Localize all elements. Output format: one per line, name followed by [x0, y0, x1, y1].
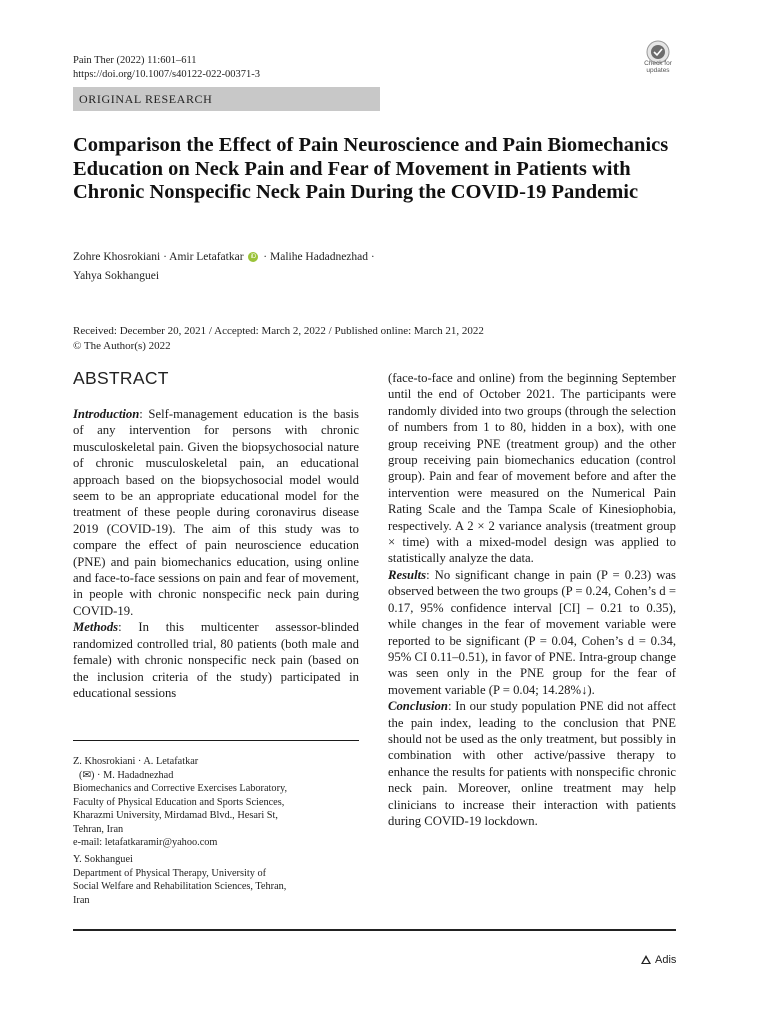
- adis-triangle-icon: [641, 955, 651, 964]
- check-for-updates-label[interactable]: Check for updates: [644, 60, 672, 74]
- methods-continued: (face-to-face and online) from the beginning September until the end of October 2021. The participants were randomly divided into two groups (through the selection of numbers from 1 to 80, hidden in a box), with one group receiving PNE (treatment group) and the other group receiving pain biomechanics education (control group). Pain and fear of movement before and after the intervention were measured on the Numerical Pain Rating Scale and the Tampa Scale of Kinesiophobia, respectively. A 2 × 2 variance analysis (treatment group × time) with a mixed-model design was applied to statistically analyze the data.: [388, 371, 676, 566]
- authors-part-a[interactable]: Zohre Khosrokiani · Amir Letafatkar: [73, 251, 244, 263]
- publication-dates: [73, 324, 633, 354]
- abstract-heading: ABSTRACT: [73, 368, 169, 388]
- results-label: Results: [388, 567, 427, 582]
- authors-part-b[interactable]: · Malihe Hadadnezhad ·: [263, 251, 375, 263]
- methods-label: Methods: [73, 620, 119, 635]
- affiliation-block-1: [73, 755, 359, 850]
- orcid-icon[interactable]: iD: [248, 252, 258, 262]
- introduction-paragraph: [73, 406, 359, 619]
- affil-line: Z. Khosrokiani · A. Letafatkar: [73, 756, 199, 767]
- abstract-column-1: [73, 406, 359, 701]
- conclusion-paragraph: [388, 698, 676, 829]
- author-line-1: [73, 248, 513, 267]
- methods-paragraph: [73, 619, 359, 701]
- section-label: ORIGINAL RESEARCH: [73, 87, 380, 111]
- affil-line: Department of Physical Therapy, University of: [73, 867, 267, 879]
- article-title: Comparison the Effect of Pain Neuroscience and Pain Biomechanics Education on Neck Pain and Fear of Movement in Patients with Chronic Nonspecific Neck Pain During the COVID-19 Pandemic: [73, 134, 669, 203]
- affil-line: Social Welfare and Rehabilitation Sciences, Tehran,: [73, 881, 287, 892]
- affil-line: Tehran, Iran: [73, 823, 124, 835]
- conclusion-label: Conclusion: [388, 699, 448, 714]
- affiliation-block-2: [73, 853, 359, 907]
- footnote-divider: [73, 740, 359, 741]
- affil-line: Biomechanics and Corrective Exercises Laboratory,: [73, 783, 288, 794]
- date-history: Received: December 20, 2021 / Accepted: March 2, 2022 / Published online: March 21, 2022: [73, 325, 484, 337]
- affil-line: Kharazmi University, Mirdamad Blvd., Hesari St,: [73, 810, 278, 821]
- conclusion-text: : In our study population PNE did not affect the pain index, leading to the conclusion that PNE should not be used as the only treatment, but possibly in combination with other active/passive therapy to enhance the results for patients with nonspecific chronic neck pain. Moreover, online treatment may help clinicians to increase their interaction with patients during COVID-19 lockdown.: [388, 699, 676, 828]
- affil-line: (✉) · M. Hadadnezhad: [79, 769, 174, 781]
- doi-link[interactable]: https://doi.org/10.1007/s40122-022-00371-3: [73, 69, 261, 80]
- results-text: : No significant change in pain (P = 0.23) was observed between the two groups (P = 0.24, Cohen’s d = 0.17, 95% confidence interval [CI] – 0.21 to 0.35), while changes in the fear of movement variable were reported to be significant (P = 0.04, Cohen’s d = 0.34, 95% CI 0.11–0.51), in favor of PNE. Intra-group change was seen only in the PNE group for the fear of movement variable (P = 0.04; 14.28%↓).: [388, 567, 676, 697]
- footer-divider: [73, 929, 676, 931]
- publisher-name: Adis: [655, 954, 677, 966]
- affil-line: Y. Sokhanguei: [73, 854, 133, 865]
- abstract-column-2: [388, 370, 676, 829]
- methods-text: : In this multicenter assessor-blinded randomized controlled trial, 80 patients (both male and female) with chronic nonspecific neck pain (based on the inclusion criteria of the study) participated in educational sessions: [73, 620, 359, 700]
- copyright: © The Author(s) 2022: [73, 340, 171, 352]
- introduction-label: Introduction: [73, 407, 140, 421]
- affil-email[interactable]: e-mail: letafatkaramir@yahoo.com: [73, 837, 218, 848]
- author-line-2[interactable]: Yahya Sokhanguei: [73, 270, 160, 282]
- affil-line: Faculty of Physical Education and Sports Sciences,: [73, 796, 285, 808]
- affil-line: Iran: [73, 894, 90, 906]
- results-paragraph: [388, 567, 676, 698]
- journal-header: [73, 54, 260, 82]
- author-list: [73, 248, 513, 286]
- introduction-text: : Self-management education is the basis of any intervention for persons with chronic musculoskeletal pain. Given the biopsychosocial nature of chronic musculoskeletal pain, an educational approach based on the biopsychosocial model would seem to be an appropriate educational model for the treatment of these people during coronavirus disease 2019 (COVID-19). The aim of this study was to compare the effect of pain neuroscience education (PNE) and pain biomechanics education, using online and face-to-face sessions on pain and fear of movement, in people with chronic nonspecific neck pain during COVID-19.: [73, 407, 359, 618]
- publisher-logo: [641, 954, 676, 966]
- journal-citation: Pain Ther (2022) 11:601–611: [73, 55, 197, 66]
